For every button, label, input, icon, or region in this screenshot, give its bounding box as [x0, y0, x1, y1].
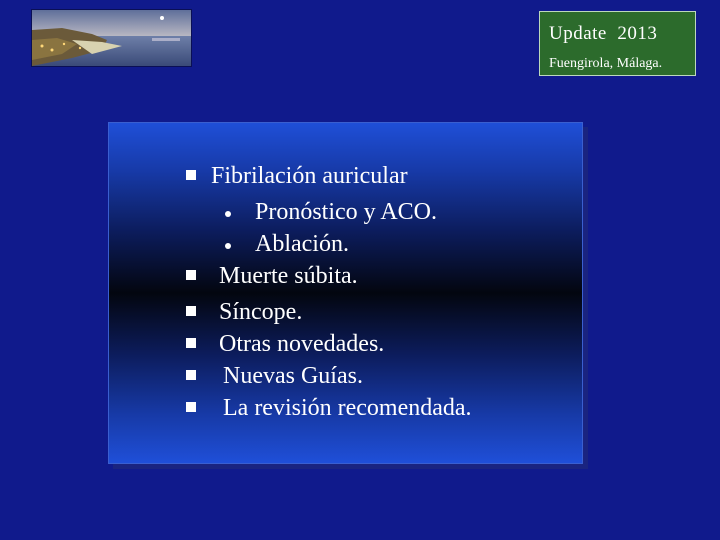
bullet-item-label: Muerte súbita. [219, 263, 358, 289]
event-badge [539, 11, 696, 76]
round-bullet-icon [225, 211, 231, 217]
square-bullet-icon [186, 370, 196, 380]
square-bullet-icon [186, 270, 196, 280]
round-bullet-icon [225, 243, 231, 249]
square-bullet-icon [186, 170, 196, 180]
square-bullet-icon [186, 402, 196, 412]
bullet-item-label: Síncope. [219, 299, 303, 325]
square-bullet-icon [186, 306, 196, 316]
bullet-item-label: Nuevas Guías. [223, 363, 363, 389]
bullet-item-label: Ablación. [255, 231, 349, 257]
badge-subtitle: Fuengirola, Málaga. [549, 56, 663, 71]
square-bullet-icon [186, 338, 196, 348]
badge-title: Update 2013 [549, 23, 658, 44]
bullet-item-label: Pronóstico y ACO. [255, 199, 438, 225]
bullet-item-label: Fibrilación auricular [211, 163, 408, 189]
bullet-item-label: Otras novedades. [219, 331, 385, 357]
beach-photo-image [32, 10, 191, 66]
bullet-item-label: La revisión recomendada. [223, 395, 472, 421]
beach-photo [31, 9, 192, 67]
content-panel [108, 122, 583, 464]
